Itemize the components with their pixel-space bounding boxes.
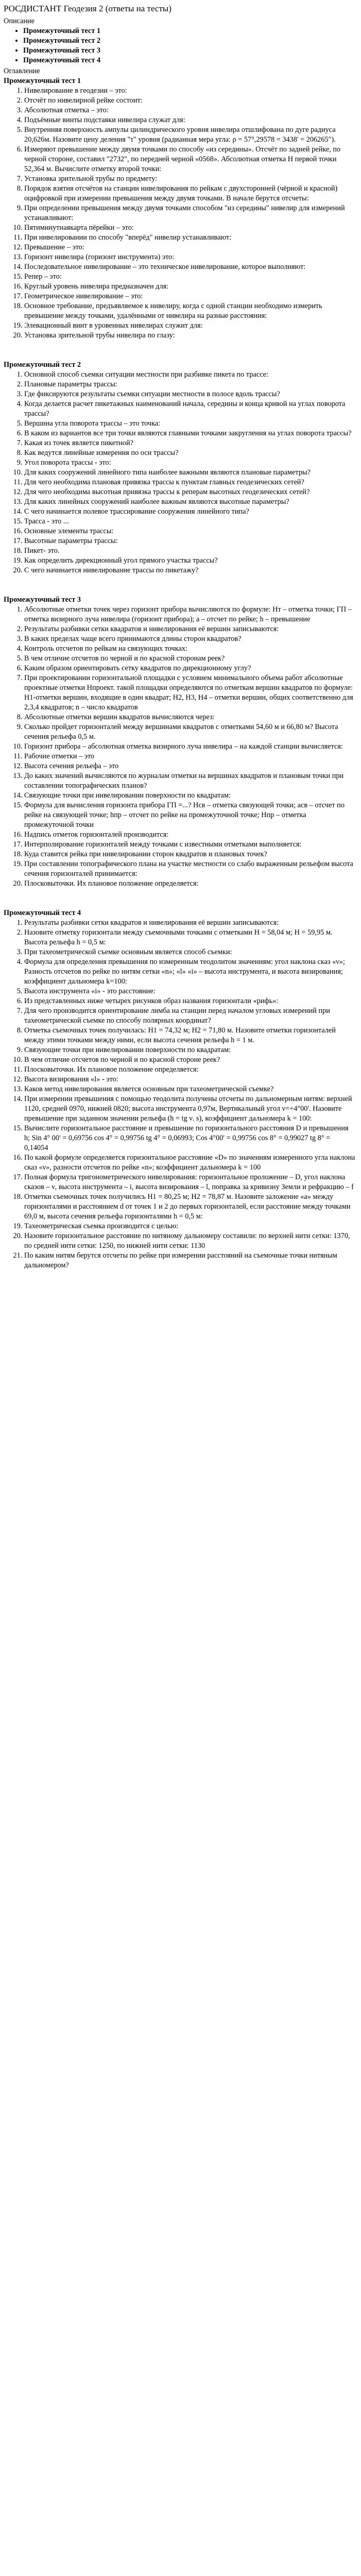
question-item: 3. Где фиксируются результаты съемки ситуации местности в полосе вдоль трассы?	[24, 389, 356, 399]
section-spacer	[4, 575, 356, 595]
section-heading: Промежуточный тест 4	[4, 909, 81, 917]
question-item: 19. Тахеометрическая съемка производится с целью:	[24, 1222, 356, 1231]
question-item: 8. Отметка съемочных точек получилась: Н1 = 74,32 м; Н2 = 71,80 м. Назовите отметки горизонталей между этими точками между ними, если высота сечения рельефа h = 1 м.	[24, 1026, 356, 1045]
toc-item[interactable]: • Промежуточный тест 4	[23, 56, 356, 65]
question-item: 12. Для чего необходима высотная привязка трассы к реперам высотных геодезических сетей?	[24, 487, 356, 497]
test-section	[4, 341, 356, 575]
question-item: 19. Как определить дирекционный угол прямого участка трассы?	[24, 556, 356, 566]
question-item: 17. Высотные параметры трассы:	[24, 536, 356, 546]
test-section	[4, 575, 356, 889]
question-item: 4. Когда делается расчет пикетажных наименований начала, середины и конца кривой на углах поворота трассы?	[24, 399, 356, 419]
question-item: 17. Геометрическое нивелирование – это:	[24, 292, 356, 301]
section-heading: Промежуточный тест 1	[4, 77, 81, 85]
question-item: 18. Основное требование, предъявляемое к нивелиру, когда с одной станции необходимо измерить превышение между точками, удалёнными от нивелира на разные расстояния:	[24, 301, 356, 321]
question-item: 13. Каков метод нивелирования является основным при тахеометрической съемке?	[24, 1084, 356, 1094]
question-item: 2. Назовите отметку горизонтали между съемочными точками с отметками Н = 58,04 м; Н = 59,95 м. Высота рельефа h = 0,5 м:	[24, 928, 356, 947]
question-item: 14. С чего начинается полевое трассирование сооружения линейного типа?	[24, 507, 356, 517]
question-item: 8. Порядок взятия отсчётов на станции нивелирования по рейкам с двухсторонней (чёрной и красной) оцифровкой при измерении превышения между двумя точками. В начале берутся отсчеты:	[24, 184, 356, 204]
question-item: 3. Абсолютная отметка – это:	[24, 106, 356, 115]
question-item: 13. Для каких линейных сооружений наиболее важным являются высотные параметры?	[24, 497, 356, 507]
question-item: 1. Нивелирование в геодезии – это:	[24, 86, 356, 96]
question-item: 4. Формула для определения превышения по измеренным теодолитом значениям: угол наклона сказ «ν»; Разность отсчетов по рейке по нитям сетки «n»; «l» «i» – высота инструмента, и высота визирования; коэффициент дальномера k=100:	[24, 957, 356, 987]
test-section	[4, 889, 356, 1270]
section-spacer	[4, 341, 356, 360]
sections-container	[4, 76, 356, 1270]
question-item: 6. Из представленных ниже четырех рисунков образ названия горизонтали «рифь»:	[24, 996, 356, 1006]
question-item: 18. Пикет- это.	[24, 546, 356, 556]
question-item: 15. Трасса - это ...	[24, 517, 356, 527]
question-item: 2. Отсчёт по нивелирной рейке состоит:	[24, 96, 356, 106]
question-item: 5. В чем отличие отсчетов по черной и по красной сторонам реек?	[24, 654, 356, 664]
toc-item[interactable]: • Промежуточный тест 1	[23, 26, 356, 36]
question-list	[4, 605, 356, 889]
question-item: 15. Формула для вычисления горизонта прибора ГП =...? Нсв – отметка связующей точки; асв – отсчет по рейке на связующей точке; hпр – отсчет по рейке на промежуточной точке; Нпр – отметка промежуточной точки	[24, 801, 356, 830]
question-item: 9. При определении превышения между двумя точками способом "из середины" нивелир для измерений устанавливают:	[24, 204, 356, 223]
question-item: 5. Внутренняя поверхность ампулы цилиндрического уровня нивелира отшлифована по дуге радиуса 20,626м. Назовите цену деления "τ" уровня (радианная мера угла: ρ = 57°,29578 = 3438' = 206265").	[24, 125, 356, 145]
question-item: 16. По какой формуле определяется горизонтальное расстояние «D» по значениям измеренного угла наклона сказ «ν», разности отсчетов по рейке «n»; коэффициент дальномера k = 100	[24, 1153, 356, 1173]
question-item: 17. Полная формула тригонометрического нивелирования: горизонтальное проложение – D, угол наклона сказов – ν, высота инструмента – i, высота визирования – l, поправка за кривизну Земли и рефракцию – f	[24, 1173, 356, 1192]
question-item: 17. Интерполирование горизонталей между точками с известными отметками выполняется:	[24, 840, 356, 850]
question-item: 5. Вершина угла поворота трассы – это точка:	[24, 419, 356, 429]
question-item: 16. Основные элементы трассы:	[24, 527, 356, 536]
question-item: 12. Превышение – это:	[24, 243, 356, 252]
document-page	[0, 0, 361, 1281]
question-item: 20. Плосковыточки. Их плановое положение определяется:	[24, 879, 356, 889]
question-item: 6. В каком из вариантов все три точки являются главными точками закругления на углах поворота трассы?	[24, 429, 356, 438]
question-item: 11. При нивелировании по способу "вперёд" нивелир устанавливают:	[24, 233, 356, 243]
toc-list	[4, 26, 356, 65]
page-title: РОСДИСТАНТ Геодезия 2 (ответы на тесты)	[4, 4, 171, 13]
description-label: Описание	[4, 17, 35, 25]
question-item: 18. Отметки съемочных точек получились Н1 = 80,25 м; Н2 = 78,87 м. Назовите заложение «а» между горизонталями и расстоянием d от точек 1 и 2 до первых горизонталей, если расстояние между точками 69,0 м, высота сечения рельефа горизонталями h = 0,5 м:	[24, 1192, 356, 1222]
question-item: 10. Для каких сооружений линейного типа наиболее важными являются плановые параметры?	[24, 468, 356, 478]
question-item: 20. С чего начинается нивелирование трассы по пикетажу?	[24, 566, 356, 575]
question-item: 21. По каким нитям берутся отсчеты по рейке при измерении расстояний на съемочные точки нитяным дальномером?	[24, 1251, 356, 1270]
question-item: 9. Связующие точки при нивелировании поверхности по квадратам:	[24, 1045, 356, 1055]
question-item: 11. Рабочие отметки – это	[24, 752, 356, 761]
question-item: 12. Высота визирования «l» - это:	[24, 1075, 356, 1084]
question-item: 11. Для чего необходима плановая привязка трассы к пунктам главных геодезических сетей?	[24, 478, 356, 487]
question-item: 14. Связующие точки при нивелировании поверхности по квадратам:	[24, 791, 356, 801]
question-item: 7. Какая из точек является пикетной?	[24, 438, 356, 448]
question-item: 10. В чем отличие отсчетов по черной и по красной стороне реек?	[24, 1055, 356, 1065]
question-item: 15. Вычислите горизонтальное расстояние и превышение по горизонтального расстояния D и превышения h; Sin 4° 00' = 0,69756 cos 4° = 0,99756 tg 4° = 0,06993; Cos 4°00' = 0,99756 cos 8° = 0,99027 tg 8° = 0,14054	[24, 1124, 356, 1153]
toc-label: Оглавление	[4, 67, 40, 75]
question-item: 14. При измерении превышения с помощью теодолита получены отсчеты по дальномерным нитям: верхней 1120, средней 0970, нижней 0820; высота инструмента 0,97м, Вертикальный угол ν=+4°00'. Назовите превышение при заданном значении рельефа (h = tg ν. s), коэффициент дальномера k = 100:	[24, 1094, 356, 1124]
test-section	[4, 76, 356, 341]
question-item: 6. Каким образом ориентировать сетку квадратов по дирекционному углу?	[24, 664, 356, 673]
question-item: 13. Горизонт нивелира (горизонт инструмента) это:	[24, 252, 356, 262]
question-item: 9. Угол поворота трассы - это:	[24, 458, 356, 468]
question-item: 9. Сколько пройдет горизонталей между вершинами квадратов с отметками 54,60 м и 66,80 м? Высота сечения рельефа 0,5 м.	[24, 722, 356, 742]
section-heading: Промежуточный тест 3	[4, 596, 81, 604]
question-item: 4. Контроль отсчетов по рейкам на связующих точках:	[24, 644, 356, 654]
question-item: 16. Круглый уровень нивелира предназначен для:	[24, 282, 356, 292]
question-item: 3. При тахеометрической съемке основным является способ съемки:	[24, 947, 356, 957]
question-item: 18. Куда ставится рейка при нивелировании сторон квадратов и плановых точек?	[24, 850, 356, 859]
question-list	[4, 370, 356, 575]
question-item: 2. Результаты разбивки сетки квадратов и нивелирования её вершин записываются:	[24, 624, 356, 634]
question-item: 16. Надпись отметок горизонталей производится:	[24, 830, 356, 840]
question-item: 1. Абсолютные отметки точек через горизонт прибора вычисляются по формуле: Нт – отметка точки; ГП – отметка визирного луча нивелира (горизонт прибора); а – отсчет по рейке; h – превышение	[24, 605, 356, 624]
question-item: 1. Результаты разбивки сетки квадратов и нивелирования её вершин записываются:	[24, 918, 356, 928]
question-item: 14. Последовательное нивелирование – это техническое нивелирование, которое выполняют:	[24, 262, 356, 272]
question-item: 5. Высота инструмента «i» - это расстояние:	[24, 987, 356, 996]
question-item: 20. Назовите горизонтальное расстояние по нитяному дальномеру составили: по верхней нити сетки: 1370, по средней нити сетки: 1250, по нижней нити сетки: 1130	[24, 1231, 356, 1251]
toc-item[interactable]: • Промежуточный тест 2	[23, 36, 356, 46]
question-item: 7. Для чего производится ориентирование лимба на станции перед началом угловых измерений при тахеометрической съемке по способу полярных координат?	[24, 1006, 356, 1026]
question-item: 8. Абсолютные отметки вершин квадратов вычисляются через:	[24, 713, 356, 722]
question-item: 6. Измеряют превышение между двумя точками по способу «из середины». Отсчёт по задней рейке, по черной стороне, составил "2732", по передней черной «0568». Абсолютная отметка Н первой точки 52,364 м. Вычислите отметку второй точки:	[24, 145, 356, 174]
question-item: 19. При составлении топографического плана на участке местности со слабо выраженным рельефом высота сечения горизонталей принимается:	[24, 859, 356, 879]
question-item: 7. Установка зрительной трубы по предмету:	[24, 174, 356, 184]
toc-item[interactable]: • Промежуточный тест 3	[23, 46, 356, 56]
question-list	[4, 86, 356, 341]
question-list	[4, 918, 356, 1270]
section-spacer	[4, 889, 356, 908]
question-item: 7. При проектировании горизонтальной площадки с условием минимального объема работ абсолютные проектные отметки Нпроект. такой площадки определяются по отметкам вершин квадратов по формуле: Н1-отметки вершин, входящие в один квадрат; Н2, Н3, Н4 – отметки вершин, общих соответственно для 2,3,4 квадратов; n – число квадратов	[24, 673, 356, 713]
question-item: 10. Пятиминутнаякарта пёрейки – это:	[24, 223, 356, 233]
question-item: 13. До каких значений вычисляются по журналам отметки на вершинах квадратов и плановым точки при составлении топографических планов?	[24, 771, 356, 791]
question-item: 1. Основной способ съемки ситуации местности при разбивке пикета по трассе:	[24, 370, 356, 380]
question-item: 19. Элевационный винт в уровенных нивелирах служит для:	[24, 321, 356, 331]
question-item: 20. Установка зрительной трубы нивелира по глазу:	[24, 331, 356, 341]
question-item: 11. Плосковыточки. Их плановое положение определяется:	[24, 1065, 356, 1075]
question-item: 12. Высота сечения рельефа – это	[24, 761, 356, 771]
section-heading: Промежуточный тест 2	[4, 361, 81, 369]
question-item: 2. Плановые параметры трассы:	[24, 380, 356, 389]
question-item: 10. Горизонт прибора – абсолютная отметка визирного луча нивелира – на каждой станции вычисляется:	[24, 742, 356, 752]
question-item: 3. В каких пределах чаще всего принимаются длины сторон квадратов?	[24, 634, 356, 644]
question-item: 4. Подъёмные винты подставки нивелира служат для:	[24, 115, 356, 125]
question-item: 8. Как ведутся линейные измерения по оси трассы?	[24, 448, 356, 458]
question-item: 15. Репер – это:	[24, 272, 356, 282]
